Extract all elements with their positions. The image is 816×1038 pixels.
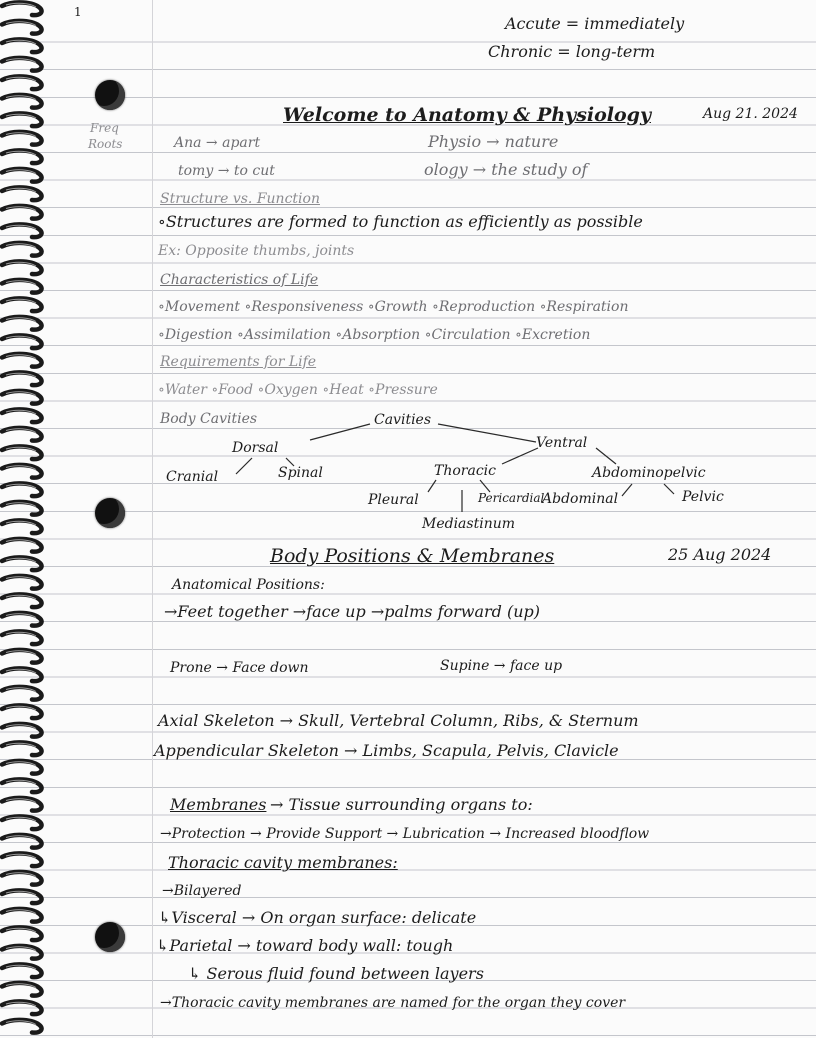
visceral-line: ↳Visceral → On organ surface: delicate [158,908,477,927]
punch-hole-bottom [95,922,125,952]
tree-ventral: Ventral [536,435,588,451]
root-ana: Ana → apart [174,135,261,151]
parietal-line: ↳Parietal → toward body wall: tough [156,936,454,955]
root-ology: ology → the study of [424,160,588,179]
bilayered-line: →Bilayered [162,883,242,899]
tree-abdominopelvic: Abdominopelvic [592,465,706,481]
axial-skeleton-line: Axial Skeleton → Skull, Vertebral Column, Ribs, & Sternum [158,711,639,730]
tree-pleural: Pleural [368,492,419,508]
structure-heading: Structure vs. Function [160,191,320,207]
named-for-line: →Thoracic cavity membranes are named for the organ they cover [160,995,626,1011]
root-tomy: tomy → to cut [178,163,275,179]
thoracic-membranes-heading: Thoracic cavity membranes: [168,853,398,872]
margin-line [152,0,153,1038]
prone-line: Prone → Face down [170,660,309,676]
body-cavities-heading: Body Cavities [160,411,258,427]
supine-line: Supine → face up [440,658,563,674]
characteristics-heading: Characteristics of Life [160,272,319,288]
appendicular-skeleton-line: Appendicular Skeleton → Limbs, Scapula, Pelvis, Clavicle [154,741,619,760]
characteristics-row2: ∘Digestion ∘Assimilation ∘Absorption ∘Circulation ∘Excretion [158,327,591,343]
punch-hole-top [95,80,125,110]
margin-note-roots: Roots [88,137,123,151]
requirements-line: ∘Water ∘Food ∘Oxygen ∘Heat ∘Pressure [158,382,438,398]
punch-hole-middle [95,498,125,528]
margin-note-freq: Freq [90,121,119,135]
tree-pelvic: Pelvic [682,489,724,505]
characteristics-row1: ∘Movement ∘Responsiveness ∘Growth ∘Reproduction ∘Respiration [158,299,629,315]
tree-pericardial: Pericardial [478,491,545,505]
lesson2-date: 25 Aug 2024 [668,545,772,564]
lesson2-title: Body Positions & Membranes [270,545,555,567]
page-number: 1 [74,5,82,19]
spiral-binding [0,0,62,1038]
top-note-acute: Accute = immediately [505,14,685,33]
membranes-heading: Membranes [170,795,267,814]
anatomical-line: →Feet together →face up →palms forward (up) [164,602,541,621]
tree-abdominal: Abdominal [542,491,619,507]
membranes-functions: →Protection → Provide Support → Lubrication → Increased bloodflow [160,826,650,842]
anatomical-heading: Anatomical Positions: [172,577,325,593]
lesson1-title: Welcome to Anatomy & Physiology [283,104,651,126]
top-note-chronic: Chronic = long-term [488,42,656,61]
lesson1-date: Aug 21. 2024 [703,106,798,122]
membranes-definition: → Tissue surrounding organs to: [270,795,533,814]
tree-cavities: Cavities [374,412,432,428]
serous-line: ↳ Serous fluid found between layers [188,964,484,983]
structure-line: ∘Structures are formed to function as efficiently as possible [158,212,643,231]
tree-thoracic: Thoracic [434,463,496,479]
tree-cranial: Cranial [166,469,219,485]
root-physio: Physio → nature [428,132,559,151]
example-line: Ex: Opposite thumbs, joints [158,243,355,259]
tree-mediastinum: Mediastinum [422,516,516,532]
tree-dorsal: Dorsal [232,440,279,456]
requirements-heading: Requirements for Life [160,354,317,370]
tree-spinal: Spinal [278,465,323,481]
